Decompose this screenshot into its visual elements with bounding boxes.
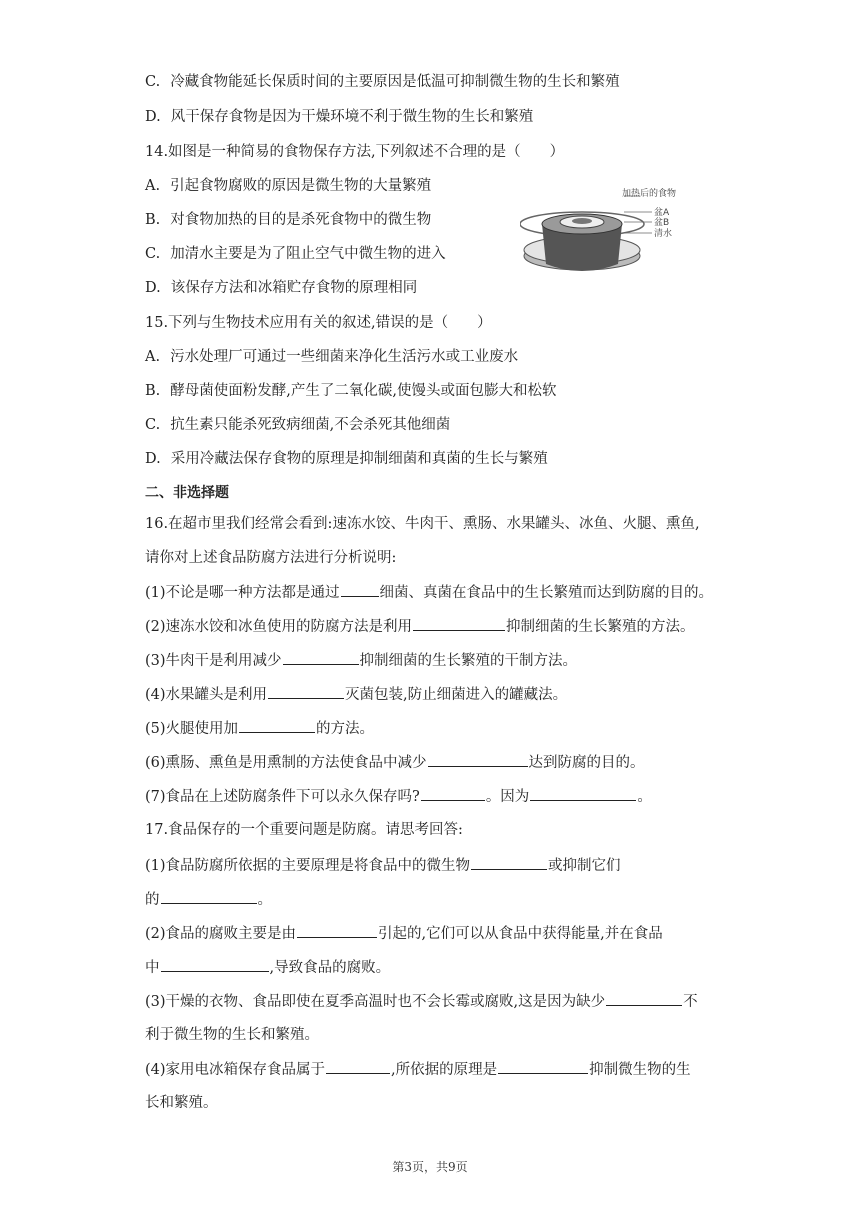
q14-option-c: C. 加清水主要是为了阻止空气中微生物的进入 <box>145 246 446 262</box>
answer-blank[interactable] <box>498 1059 588 1074</box>
q17-part-2: (2)食品的腐败主要是由 引起的,它们可以从食品中获得能量,并在食品 <box>145 923 663 944</box>
section-title: 二、非选择题 <box>145 485 229 501</box>
q16-part-6: (6)熏肠、熏鱼是用熏制的方法使食品中减少 达到防腐的目的。 <box>145 752 645 773</box>
answer-blank[interactable] <box>341 582 379 597</box>
q14-option-b: B. 对食物加热的目的是杀死食物中的微生物 <box>145 212 432 228</box>
q15-option-b: B. 酵母菌使面粉发酵,产生了二氧化碳,使馒头或面包膨大和松软 <box>145 383 557 399</box>
q15-option-c: C. 抗生素只能杀死致病细菌,不会杀死其他细菌 <box>145 417 451 433</box>
q15-option-a: A. 污水处理厂可通过一些细菌来净化生活污水或工业废水 <box>145 349 519 365</box>
q17-part-3: (3)干燥的衣物、食品即使在夏季高温时也不会长霉或腐败,这是因为缺少 不 <box>145 991 698 1012</box>
q14-option-d: D. 该保存方法和冰箱贮存食物的原理相同 <box>145 280 418 296</box>
q17-part-1-cont: 的 。 <box>145 889 272 910</box>
answer-blank[interactable] <box>326 1059 390 1074</box>
option-c: C. 冷藏食物能延长保质时间的主要原因是低温可抑制微生物的生长和繁殖 <box>145 74 620 90</box>
q15-option-d: D. 采用冷藏法保存食物的原理是抑制细菌和真菌的生长与繁殖 <box>145 451 548 467</box>
option-d: D. 风干保存食物是因为干燥环境不利于微生物的生长和繁殖 <box>145 109 534 125</box>
question-17: 17.食品保存的一个重要问题是防腐。请思考回答: <box>145 822 463 838</box>
answer-blank[interactable] <box>421 786 485 801</box>
answer-blank[interactable] <box>413 616 505 631</box>
figure-label-salt-b: 盆B <box>654 218 670 228</box>
q16-part-3: (3)牛肉干是利用减少 抑制细菌的生长繁殖的干制方法。 <box>145 650 577 671</box>
question-14: 14.如图是一种简易的食物保存方法,下列叙述不合理的是（ ） <box>145 144 565 160</box>
figure-label-food: 加热后的食物 <box>622 189 677 199</box>
answer-blank[interactable] <box>297 923 377 938</box>
answer-blank[interactable] <box>161 889 257 904</box>
food-preservation-figure <box>520 186 700 278</box>
answer-blank[interactable] <box>161 957 269 972</box>
q16-part-2: (2)速冻水饺和冰鱼使用的防腐方法是利用 抑制细菌的生长繁殖的方法。 <box>145 616 695 637</box>
q17-part-4: (4)家用电冰箱保存食品属于 ,所依据的原理是 抑制微生物的生 <box>145 1059 691 1080</box>
page-footer: 第3页，共9页 <box>392 1160 468 1174</box>
answer-blank[interactable] <box>239 718 315 733</box>
q14-option-a: A. 引起食物腐败的原因是微生物的大量繁殖 <box>145 178 432 194</box>
question-15: 15.下列与生物技术应用有关的叙述,错误的是（ ） <box>145 315 492 331</box>
q16-part-7: (7)食品在上述防腐条件下可以永久保存吗? 。因为 。 <box>145 786 652 807</box>
q16-part-4: (4)水果罐头是利用 灭菌包装,防止细菌进入的罐藏法。 <box>145 684 567 705</box>
q17-part-4-cont: 长和繁殖。 <box>145 1095 218 1111</box>
figure-label-water: 清水 <box>654 229 673 239</box>
answer-blank[interactable] <box>471 855 547 870</box>
answer-blank[interactable] <box>428 752 528 767</box>
q16-part-5: (5)火腿使用加 的方法。 <box>145 718 374 739</box>
question-16: 16.在超市里我们经常会看到:速冻水饺、牛肉干、熏肠、水果罐头、冰鱼、火腿、熏鱼, <box>145 516 700 532</box>
q17-part-1: (1)食品防腐所依据的主要原理是将食品中的微生物 或抑制它们 <box>145 855 621 876</box>
q17-part-2-cont: 中 ,导致食品的腐败。 <box>145 957 390 978</box>
answer-blank[interactable] <box>268 684 344 699</box>
answer-blank[interactable] <box>283 650 359 665</box>
answer-blank[interactable] <box>606 991 682 1006</box>
q17-part-3-cont: 利于微生物的生长和繁殖。 <box>145 1027 319 1043</box>
question-16-cont: 请你对上述食品防腐方法进行分析说明: <box>145 550 397 566</box>
answer-blank[interactable] <box>530 786 636 801</box>
figure-label-salt-a: 盆A <box>654 208 670 218</box>
q16-part-1: (1)不论是哪一种方法都是通过 细菌、真菌在食品中的生长繁殖而达到防腐的目的。 <box>145 582 713 603</box>
